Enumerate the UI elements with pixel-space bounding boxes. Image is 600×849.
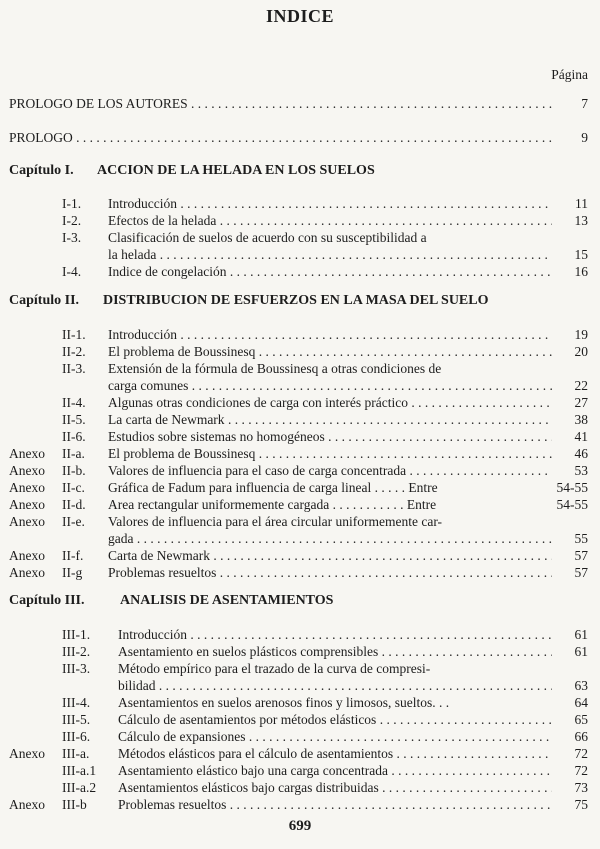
toc-entry — [0, 361, 600, 377]
toc-entry-title: Valores de influencia para el caso de carga concentrada . . . — [108, 463, 552, 479]
toc-entry — [0, 230, 600, 246]
toc-entry-page: 57 — [574, 565, 588, 580]
toc-entry — [0, 712, 600, 728]
toc-entry-title: gada . . . — [108, 531, 552, 547]
section-code: II-c. — [62, 480, 85, 495]
toc-entry-title: Asentamientos elásticos bajo cargas distribuidas . . . — [118, 780, 552, 796]
toc-entry-title: Problemas resueltos . . . — [118, 797, 552, 813]
toc-entry — [0, 196, 600, 212]
toc-entry-title: Valores de influencia para el área circular uniformemente car- — [108, 514, 443, 529]
toc-entry-title: Métodos elásticos para el cálculo de asentamientos . . . — [118, 746, 552, 762]
annex-label: Anexo — [9, 797, 45, 812]
toc-entry — [0, 548, 600, 564]
toc-entry-title: Indice de congelación . . . — [108, 264, 552, 280]
toc-entry — [0, 446, 600, 462]
annex-label: Anexo — [9, 514, 45, 529]
toc-entry — [0, 565, 600, 581]
toc-entry-title: Clasificación de suelos de acuerdo con su susceptibilidad a — [108, 230, 427, 245]
chapter-label: Capítulo II. — [9, 293, 80, 308]
chapter-heading — [9, 593, 589, 609]
toc-entry-page: 41 — [574, 429, 588, 444]
toc-entry — [0, 514, 600, 530]
chapter-title: ACCION DE LA HELADA EN LOS SUELOS — [97, 163, 375, 178]
chapter-label: Capítulo III. — [9, 593, 85, 608]
annex-label: Anexo — [9, 446, 45, 461]
toc-entry-title: El problema de Boussinesq . . . — [108, 344, 552, 360]
toc-entry-page: 61 — [574, 644, 588, 659]
toc-entry-continuation — [0, 378, 600, 394]
toc-entry-title: Cálculo de expansiones . . . — [118, 729, 552, 745]
section-code: II-3. — [62, 361, 86, 376]
section-code: III-4. — [62, 695, 91, 710]
page-title: INDICE — [265, 6, 334, 26]
toc-entry-page: 7 — [581, 96, 588, 111]
toc-entry-title: PROLOGO DE LOS AUTORES . . . — [9, 96, 552, 112]
toc-entry-page: 27 — [574, 395, 588, 410]
toc-entry-page: 55 — [574, 531, 588, 546]
toc-entry-prologo — [0, 130, 600, 146]
toc-entry — [0, 463, 600, 479]
toc-entry-page: 75 — [574, 797, 588, 812]
section-code: I-2. — [62, 213, 82, 228]
section-code: II-6. — [62, 429, 86, 444]
chapter-heading — [9, 163, 589, 179]
toc-entry-title: El problema de Boussinesq . . . — [108, 446, 552, 462]
toc-entry-page: 66 — [574, 729, 588, 744]
toc-entry-title: Asentamientos en suelos arenosos finos y limosos, sueltos. . . — [118, 695, 450, 710]
toc-entry-title: Area rectangular uniformemente cargada . . . . . . . . . . . Entre — [108, 497, 437, 512]
annex-label: Anexo — [9, 565, 45, 580]
toc-entry-title: Extensión de la fórmula de Boussinesq a otras condiciones de — [108, 361, 442, 376]
section-code: II-f. — [62, 548, 84, 563]
toc-entry-title: PROLOGO . . . — [9, 130, 552, 146]
toc-entry — [0, 797, 600, 813]
toc-entry — [0, 480, 600, 496]
toc-entry — [0, 780, 600, 796]
toc-entry — [0, 746, 600, 762]
section-code: II-e. — [62, 514, 85, 529]
toc-entry-page: 19 — [574, 327, 588, 342]
toc-entry-title: Estudios sobre sistemas no homogéneos . . . — [108, 429, 552, 445]
toc-entry-page: 46 — [574, 446, 588, 461]
toc-entry — [0, 395, 600, 411]
toc-entry-page: 22 — [574, 378, 588, 393]
section-code: III-b — [62, 797, 87, 812]
section-code: II-a. — [62, 446, 85, 461]
toc-entry-page: 65 — [574, 712, 588, 727]
annex-label: Anexo — [9, 463, 45, 478]
section-code: III-5. — [62, 712, 91, 727]
toc-entry-page: 13 — [574, 213, 588, 228]
toc-entry — [0, 327, 600, 343]
toc-entry — [0, 344, 600, 360]
toc-entry-title: Introducción . . . — [118, 627, 552, 643]
chapter-title: ANALISIS DE ASENTAMIENTOS — [120, 593, 334, 608]
toc-entry-page: 11 — [575, 196, 588, 211]
toc-entry-page: 16 — [574, 264, 588, 279]
section-code: I-1. — [62, 196, 82, 211]
annex-label: Anexo — [9, 548, 45, 563]
toc-entry-continuation — [0, 678, 600, 694]
toc-entry-title: Introducción . . . — [108, 327, 552, 343]
section-code: III-3. — [62, 661, 91, 676]
toc-entry-title: Algunas otras condiciones de carga con interés práctico . . . — [108, 395, 552, 411]
toc-entry — [0, 264, 600, 280]
toc-entry-title: Efectos de la helada . . . — [108, 213, 552, 229]
toc-entry — [0, 644, 600, 660]
toc-entry — [0, 661, 600, 677]
page-number: 699 — [288, 818, 312, 834]
section-code: III-6. — [62, 729, 91, 744]
toc-entry — [0, 497, 600, 513]
toc-entry-page: 72 — [574, 763, 588, 778]
section-code: II-5. — [62, 412, 86, 427]
toc-entry-page: 61 — [574, 627, 588, 642]
section-code: I-4. — [62, 264, 82, 279]
section-code: II-b. — [62, 463, 86, 478]
toc-entry-title: Asentamiento elástico bajo una carga concentrada . . . — [118, 763, 552, 779]
toc-entry — [0, 213, 600, 229]
annex-label: Anexo — [9, 497, 45, 512]
section-code: III-a. — [62, 746, 90, 761]
toc-entry-title: La carta de Newmark . . . — [108, 412, 552, 428]
toc-entry-title: carga comunes . . . — [108, 378, 552, 394]
toc-entry-title: Gráfica de Fadum para influencia de carga lineal . . . . . Entre — [108, 480, 438, 495]
toc-entry-page: 73 — [574, 780, 588, 795]
toc-entry — [0, 763, 600, 779]
toc-entry-title: Asentamiento en suelos plásticos comprensibles . . . — [118, 644, 552, 660]
toc-entry-title: Método empírico para el trazado de la curva de compresi- — [118, 661, 431, 676]
page-column-header: Página — [551, 67, 588, 82]
toc-entry-prologo-autores — [0, 96, 600, 112]
annex-label: Anexo — [9, 480, 45, 495]
chapter-title: DISTRIBUCION DE ESFUERZOS EN LA MASA DEL SUELO — [103, 293, 489, 308]
section-code: II-4. — [62, 395, 86, 410]
toc-entry-title: Problemas resueltos . . . — [108, 565, 552, 581]
toc-entry-page: 54-55 — [556, 480, 588, 495]
chapter-label: Capítulo I. — [9, 163, 74, 178]
section-code: II-1. — [62, 327, 86, 342]
toc-entry-title: bilidad . . . — [118, 678, 552, 694]
toc-entry-page: 20 — [574, 344, 588, 359]
toc-entry-page: 53 — [574, 463, 588, 478]
section-code: III-2. — [62, 644, 91, 659]
toc-entry-continuation — [0, 247, 600, 263]
section-code: II-2. — [62, 344, 86, 359]
annex-label: Anexo — [9, 746, 45, 761]
section-code: III-a.1 — [62, 763, 97, 778]
toc-entry-page: 38 — [574, 412, 588, 427]
toc-entry-page: 9 — [581, 130, 588, 145]
chapter-heading — [9, 293, 589, 309]
toc-entry-page: 54-55 — [556, 497, 588, 512]
toc-entry-page: 15 — [574, 247, 588, 262]
toc-entry — [0, 695, 600, 711]
toc-entry-page: 64 — [574, 695, 588, 710]
toc-entry — [0, 412, 600, 428]
toc-entry-continuation — [0, 531, 600, 547]
toc-entry-page: 72 — [574, 746, 588, 761]
toc-entry-page: 57 — [574, 548, 588, 563]
toc-entry — [0, 729, 600, 745]
section-code: I-3. — [62, 230, 82, 245]
section-code: II-g — [62, 565, 83, 580]
toc-entry-title: Introducción . . . — [108, 196, 552, 212]
section-code: III-a.2 — [62, 780, 97, 795]
toc-entry-title: la helada . . . — [108, 247, 552, 263]
toc-entry — [0, 429, 600, 445]
section-code: II-d. — [62, 497, 86, 512]
toc-entry-title: Carta de Newmark . . . — [108, 548, 552, 564]
toc-entry — [0, 627, 600, 643]
toc-entry-title: Cálculo de asentamientos por métodos elásticos . . . — [118, 712, 552, 728]
section-code: III-1. — [62, 627, 91, 642]
toc-entry-page: 63 — [574, 678, 588, 693]
